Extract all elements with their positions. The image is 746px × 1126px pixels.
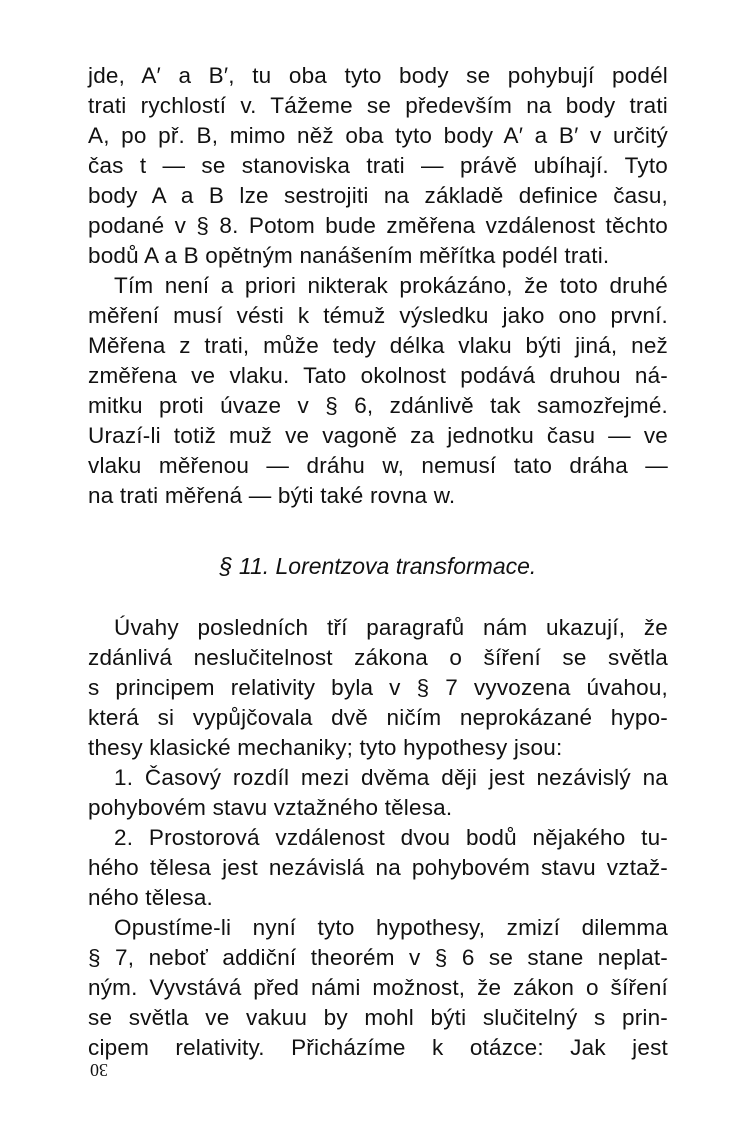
text-line: body A a B lze sestrojiti na základě definice času, — [88, 183, 668, 208]
text-line: pohybovém stavu vztažného tělesa. — [88, 795, 453, 820]
text-line: ného tělesa. — [88, 885, 213, 910]
text-line: na trati měřená — býti také rovna w. — [88, 483, 456, 508]
text-line: změřena ve vlaku. Tato okolnost podává druhou ná- — [88, 363, 668, 388]
text-line: 2. Prostorová vzdálenost dvou bodů nějakého tu- — [114, 825, 668, 850]
text-line: ným. Vyvstává před námi možnost, že zákon o šíření — [88, 975, 668, 1000]
text-line: Úvahy posledních tří paragrafů nám ukazují, že — [114, 615, 668, 640]
text-line: vlaku měřenou — dráhu w, nemusí tato dráha — — [88, 453, 668, 478]
text-line: jde, A′ a B′, tu oba tyto body se pohybují podél — [88, 63, 668, 88]
text-line: trati rychlostí v. Tážeme se především na body trati — [88, 93, 668, 118]
text-line: mitku proti úvaze v § 6, zdánlivě tak samozřejmé. — [88, 393, 668, 418]
text-line: cipem relativity. Přicházíme k otázce: Jak jest — [88, 1035, 668, 1060]
text-line: s principem relativity byla v § 7 vyvozena úvahou, — [88, 675, 668, 700]
text-line: thesy klasické mechaniky; tyto hypothesy jsou: — [88, 735, 563, 760]
text-line: měření musí vésti k témuž výsledku jako ono první. — [88, 303, 668, 328]
text-line: hého tělesa jest nezávislá na pohybovém stavu vztaž- — [88, 855, 668, 880]
text-line: se světla ve vakuu by mohl býti slučitelný s prin- — [88, 1005, 668, 1030]
text-line: podané v § 8. Potom bude změřena vzdálenost těchto — [88, 213, 668, 238]
text-line: Měřena z trati, může tedy délka vlaku býti jiná, než — [88, 333, 668, 358]
text-line: Tím není a priori nikterak prokázáno, že toto druhé — [114, 273, 668, 298]
text-line: 1. Časový rozdíl mezi dvěma ději jest nezávislý na — [114, 765, 668, 790]
section-heading: § 11. Lorentzova transformace. — [219, 553, 537, 579]
text-line: která si vypůjčovala dvě ničím neprokázané hypo- — [88, 705, 668, 730]
page-number: 30 — [90, 1060, 108, 1080]
text-line: A, po př. B, mimo něž oba tyto body A′ a B′ v určitý — [88, 123, 668, 148]
text-line: zdánlivá neslučitelnost zákona o šíření se světla — [88, 645, 668, 670]
text-line: čas t — se stanoviska trati — právě ubíhají. Tyto — [88, 153, 668, 178]
text-line: bodů A a B opětným nanášením měřítka podél trati. — [88, 243, 610, 268]
text-line: Urazí-li totiž muž ve vagoně za jednotku času — ve — [88, 423, 668, 448]
text-line: Opustíme-li nyní tyto hypothesy, zmizí dilemma — [114, 915, 668, 940]
text-line: § 7, neboť addiční theorém v § 6 se stane neplat- — [88, 945, 668, 970]
